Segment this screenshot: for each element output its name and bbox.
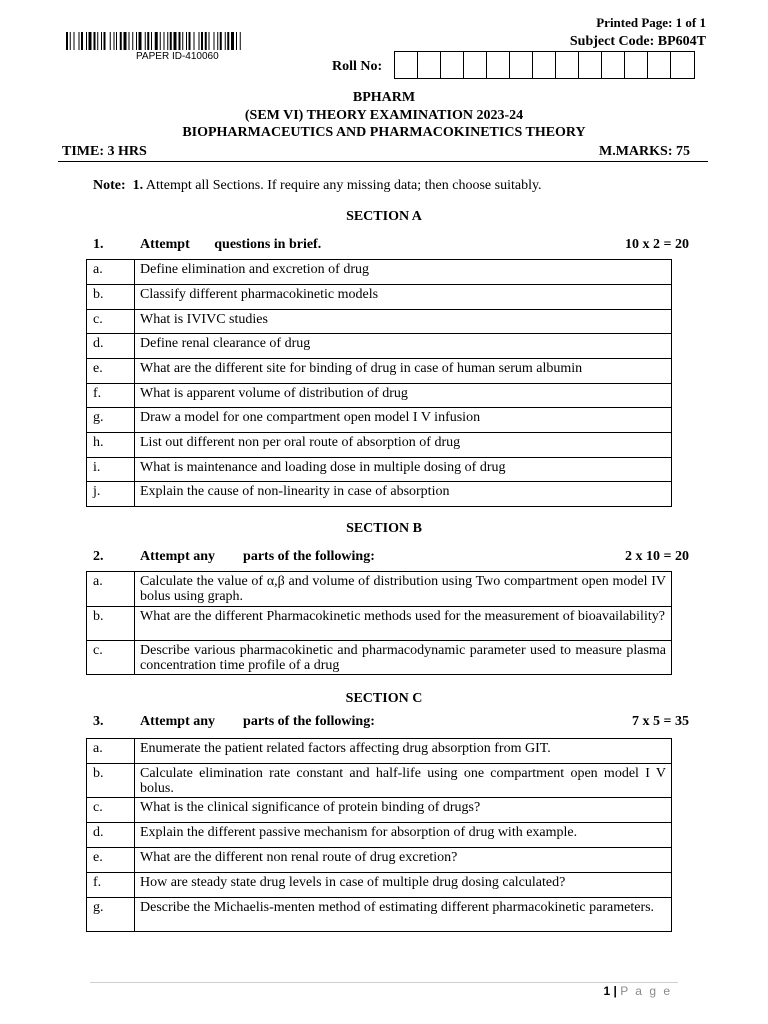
question-label: f.: [87, 873, 135, 898]
roll-number-box: [533, 52, 556, 78]
question-label: e.: [87, 359, 135, 384]
barcode-bar: [179, 32, 181, 50]
question-row: [87, 873, 672, 898]
barcode-bar: [214, 32, 215, 50]
barcode-bar: [194, 32, 195, 50]
barcode-bar: [79, 32, 80, 50]
question-label: f.: [87, 384, 135, 408]
question-instruction: Attempt questions in brief.: [140, 237, 322, 252]
question-text: What are the different Pharmacokinetic methods used for the measurement of bioavailability?: [135, 607, 672, 641]
question-row: [87, 739, 672, 764]
barcode-bar: [101, 32, 102, 50]
roll-number-box: [602, 52, 625, 78]
barcode-bar: [104, 32, 106, 50]
roll-number-box: [579, 52, 602, 78]
roll-number-box: [441, 52, 464, 78]
question-text: What is IVIVC studies: [135, 310, 672, 334]
question-label: d.: [87, 823, 135, 848]
barcode-bar: [145, 32, 146, 50]
barcode-bar: [209, 32, 210, 50]
question-number: 3.: [93, 714, 104, 729]
barcode-image: [66, 32, 296, 50]
barcode-bar: [236, 32, 237, 50]
question-label: i.: [87, 458, 135, 482]
barcode-bar: [174, 32, 177, 50]
barcode-bar: [89, 32, 92, 50]
roll-number-box: [648, 52, 671, 78]
question-label: a.: [87, 260, 135, 285]
question-row: [87, 458, 672, 482]
question-row: [87, 798, 672, 823]
question-row: [87, 482, 672, 507]
question-text: What is the clinical significance of protein binding of drugs?: [135, 798, 672, 823]
barcode-bar: [201, 32, 203, 50]
question-number: 2.: [93, 549, 104, 564]
barcode-bar: [227, 32, 229, 50]
barcode-bar: [66, 32, 68, 50]
section-c-title: SECTION C: [345, 691, 423, 706]
question-text: Calculate elimination rate constant and half-life using one compartment open model I V bolus.: [135, 764, 672, 798]
roll-number-box: [418, 52, 441, 78]
question-text: Calculate the value of α,β and volume of distribution using Two compartment open model IV bolus using graph.: [135, 572, 672, 607]
paper-id: PAPER ID-410060: [136, 51, 219, 62]
barcode-bar: [155, 32, 158, 50]
question-instruction: Attempt any parts of the following:: [140, 714, 375, 729]
question-row: [87, 764, 672, 798]
question-row: [87, 433, 672, 458]
question-row: [87, 310, 672, 334]
barcode-bar: [124, 32, 127, 50]
question-text: Explain the different passive mechanism for absorption of drug with example.: [135, 823, 672, 848]
question-row: [87, 898, 672, 932]
question-number: 1.: [93, 237, 104, 252]
question-label: c.: [87, 641, 135, 675]
question-text: List out different non per oral route of absorption of drug: [135, 433, 672, 458]
question-text: Define elimination and excretion of drug: [135, 260, 672, 285]
question-text: What is apparent volume of distribution of drug: [135, 384, 672, 408]
barcode-bar: [160, 32, 161, 50]
barcode-bar: [186, 32, 187, 50]
subject-title: BIOPHARMACEUTICS AND PHARMACOKINETICS THEORY: [182, 125, 586, 140]
instructions-note: [93, 178, 542, 194]
program-title: BPHARM: [352, 90, 416, 105]
roll-number-box: [671, 52, 694, 78]
barcode-bar: [164, 32, 165, 50]
barcode-bar: [70, 32, 71, 50]
question-text: Classify different pharmacokinetic models: [135, 285, 672, 310]
question-row: [87, 260, 672, 285]
barcode-bar: [129, 32, 130, 50]
roll-number-boxes: [394, 51, 695, 79]
header-divider: [58, 161, 708, 162]
note-number: 1.: [132, 178, 144, 193]
question-row: [87, 823, 672, 848]
footer-page-word: P a g e: [620, 984, 672, 998]
barcode-bar: [114, 32, 115, 50]
roll-number-box: [395, 52, 418, 78]
question-text: Explain the cause of non-linearity in case of absorption: [135, 482, 672, 507]
question-label: d.: [87, 334, 135, 359]
question-row: [87, 285, 672, 310]
question-text: How are steady state drug levels in case of multiple drug dosing calculated?: [135, 873, 672, 898]
page-footer: [603, 984, 672, 998]
barcode-bar: [120, 32, 122, 50]
subject-code: Subject Code: BP604T: [569, 34, 706, 49]
barcode-bar: [167, 32, 168, 50]
barcode-bar: [205, 32, 207, 50]
roll-number-box: [510, 52, 533, 78]
note-label: Note:: [93, 178, 126, 193]
barcode-bar: [81, 32, 83, 50]
question-text: What is maintenance and loading dose in multiple dosing of drug: [135, 458, 672, 482]
question-marks: 2 x 10 = 20: [625, 549, 689, 564]
question-label: e.: [87, 848, 135, 873]
question-row: [87, 572, 672, 607]
roll-number-label: Roll No:: [332, 59, 383, 74]
question-text: What are the different site for binding of drug in case of human serum albumin: [135, 359, 672, 384]
exam-time: TIME: 3 HRS: [62, 144, 147, 159]
barcode-bar: [147, 32, 149, 50]
section-b-title: SECTION B: [346, 521, 422, 536]
question-row: [87, 848, 672, 873]
footer-divider: [90, 982, 678, 983]
question-label: a.: [87, 739, 135, 764]
barcode-bar: [116, 32, 117, 50]
question-label: b.: [87, 607, 135, 641]
question-text: Define renal clearance of drug: [135, 334, 672, 359]
question-instruction: Attempt any parts of the following:: [140, 549, 375, 564]
question-label: h.: [87, 433, 135, 458]
question-row: [87, 359, 672, 384]
question-label: a.: [87, 572, 135, 607]
section-a-title: SECTION A: [346, 209, 422, 224]
question-text: Describe various pharmacokinetic and pharmacodynamic parameter used to measure plasma concentration time profile of a drug: [135, 641, 672, 675]
footer-separator: |: [613, 984, 617, 998]
footer-page-number: 1: [603, 984, 611, 998]
question-label: c.: [87, 798, 135, 823]
barcode-bar: [74, 32, 75, 50]
barcode-bar: [199, 32, 200, 50]
barcode-bar: [225, 32, 226, 50]
question-row: [87, 384, 672, 408]
barcode-bar: [217, 32, 218, 50]
barcode-bar: [170, 32, 172, 50]
question-label: g.: [87, 898, 135, 932]
question-label: b.: [87, 285, 135, 310]
max-marks: M.MARKS: 75: [599, 144, 690, 159]
section-b-questions: [86, 571, 672, 675]
barcode-bar: [220, 32, 222, 50]
question-text: Draw a model for one compartment open model I V infusion: [135, 408, 672, 433]
barcode-bar: [231, 32, 234, 50]
barcode-bar: [151, 32, 152, 50]
question-text: Enumerate the patient related factors affecting drug absorption from GIT.: [135, 739, 672, 764]
roll-number-box: [464, 52, 487, 78]
section-c-questions: [86, 738, 672, 932]
barcode-bar: [97, 32, 98, 50]
question-label: j.: [87, 482, 135, 507]
barcode-bar: [94, 32, 96, 50]
question-marks: 7 x 5 = 35: [632, 714, 689, 729]
question-text: Describe the Michaelis-menten method of estimating different pharmacokinetic parameters.: [135, 898, 672, 932]
barcode-bar: [189, 32, 191, 50]
roll-number-box: [625, 52, 648, 78]
note-text: Attempt all Sections. If require any missing data; then choose suitably.: [145, 178, 542, 193]
barcode-bar: [139, 32, 142, 50]
question-row: [87, 641, 672, 675]
question-marks: 10 x 2 = 20: [625, 237, 689, 252]
barcode-bar: [182, 32, 183, 50]
question-row: [87, 334, 672, 359]
question-row: [87, 607, 672, 641]
barcode-bar: [240, 32, 241, 50]
question-label: c.: [87, 310, 135, 334]
barcode-bar: [110, 32, 111, 50]
printed-page: Printed Page: 1 of 1: [596, 15, 706, 30]
barcode-bar: [86, 32, 87, 50]
roll-number-box: [487, 52, 510, 78]
exam-title: (SEM VI) THEORY EXAMINATION 2023-24: [244, 108, 524, 123]
section-a-questions: [86, 259, 672, 507]
question-label: b.: [87, 764, 135, 798]
question-row: [87, 408, 672, 433]
roll-number-box: [556, 52, 579, 78]
barcode-bar: [136, 32, 137, 50]
question-label: g.: [87, 408, 135, 433]
question-text: What are the different non renal route of drug excretion?: [135, 848, 672, 873]
barcode-bar: [132, 32, 133, 50]
